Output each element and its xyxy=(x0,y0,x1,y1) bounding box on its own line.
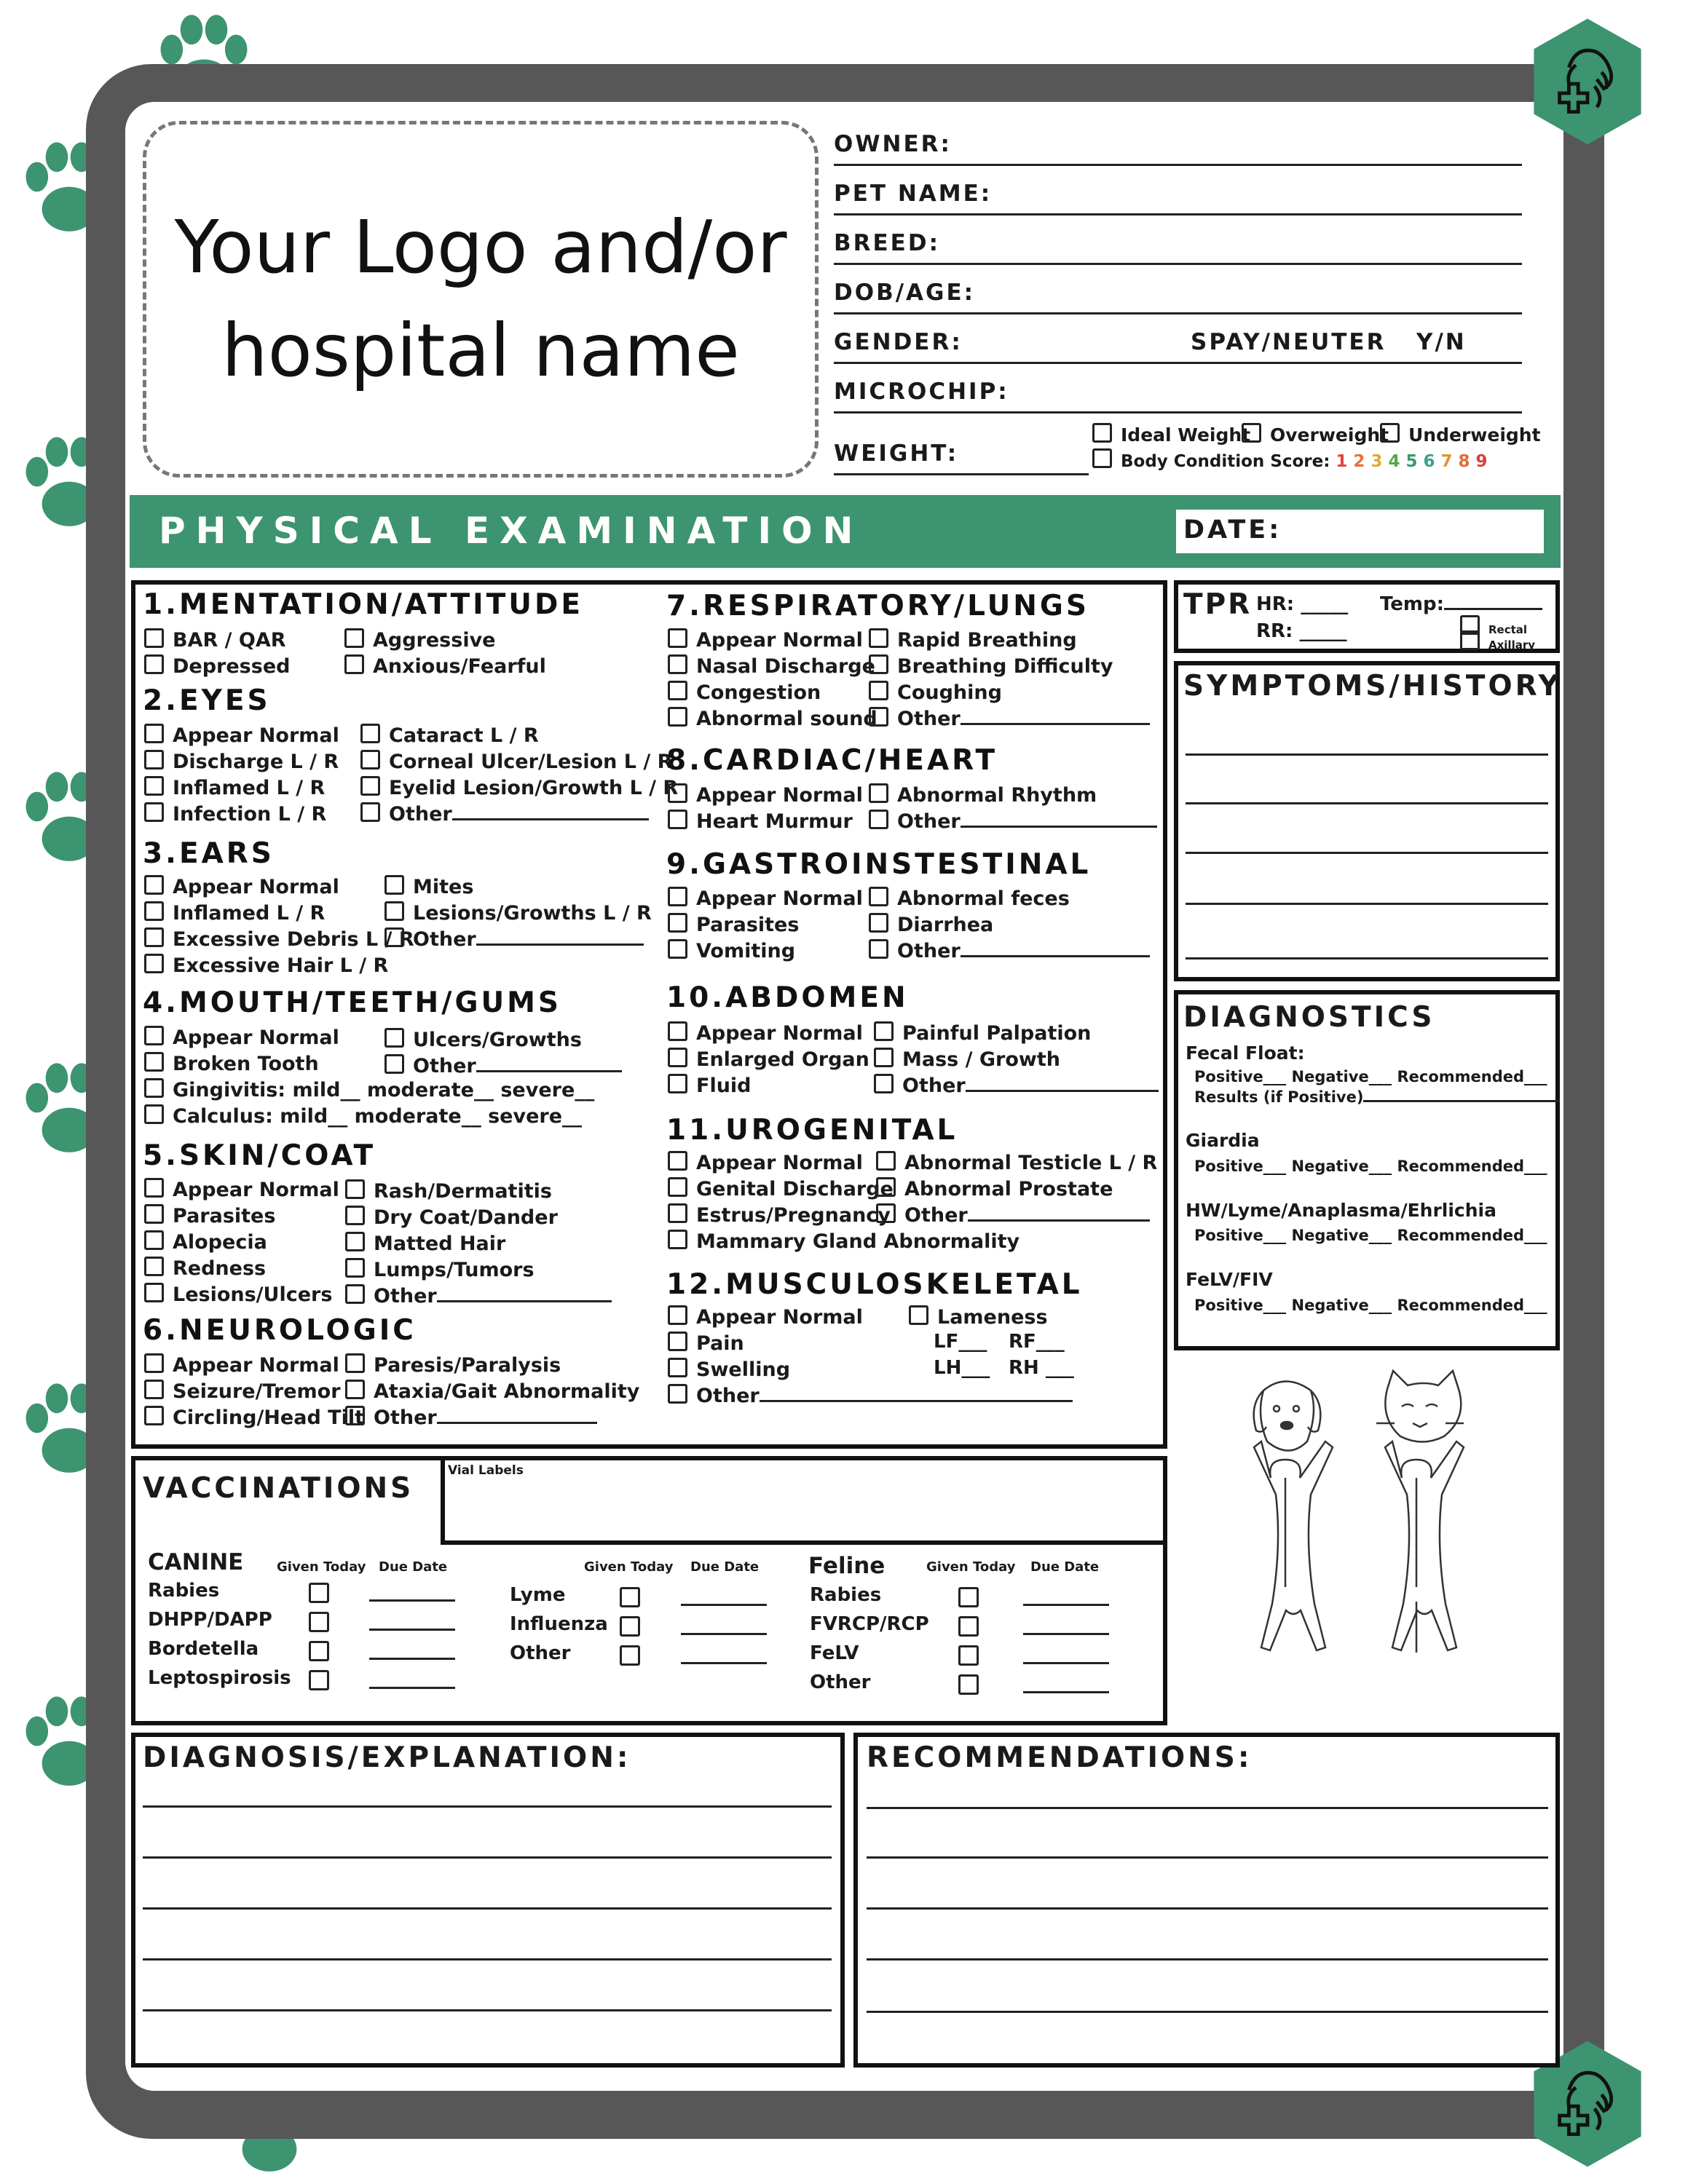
spay-neuter-label: SPAY/NEUTER xyxy=(1191,329,1387,355)
rf-field[interactable]: RF___ xyxy=(1009,1331,1065,1353)
s7-option-label: Appear Normal xyxy=(696,629,863,652)
score-2[interactable]: 2 xyxy=(1353,452,1365,471)
s7-option-label: Breathing Difficulty xyxy=(897,655,1113,678)
s4-option-0[interactable] xyxy=(144,1025,339,1051)
s7-option-3[interactable] xyxy=(668,706,877,732)
dog-head xyxy=(1261,1382,1314,1451)
given-today-checkbox[interactable] xyxy=(309,1583,329,1603)
weight-label: WEIGHT: xyxy=(834,440,959,467)
underweight-label: Underweight xyxy=(1408,424,1541,446)
s2-option-label: Discharge L / R xyxy=(173,751,339,773)
s12-option-label: Appear Normal xyxy=(696,1306,863,1329)
vial-labels-label: Vial Labels xyxy=(448,1463,524,1478)
s2-option-label: Inflamed L / R xyxy=(173,777,326,799)
write-in-line xyxy=(476,943,644,946)
s5-option-label: Lesions/Ulcers xyxy=(173,1283,333,1306)
results-if-positive[interactable] xyxy=(1194,1088,1560,1106)
owner-field[interactable] xyxy=(834,131,1522,166)
s4-option-label: Broken Tooth xyxy=(173,1053,319,1075)
s1-option-1[interactable] xyxy=(144,654,290,680)
fecal-results[interactable]: Positive___ Negative___ Recommended___ xyxy=(1194,1068,1547,1085)
write-in-line xyxy=(961,826,1157,828)
weight-field[interactable] xyxy=(834,440,1089,475)
s7-option-6[interactable] xyxy=(869,680,1002,706)
s5-option-label: Lumps/Tumors xyxy=(374,1259,535,1281)
s2-option-7[interactable] xyxy=(360,802,649,828)
write-in-line xyxy=(966,1090,1159,1092)
date-label: DATE: xyxy=(1183,515,1282,545)
score-6[interactable]: 6 xyxy=(1423,452,1435,471)
canine-vaccine-extra-0: Lyme xyxy=(510,1584,566,1606)
score-1[interactable]: 1 xyxy=(1336,452,1348,471)
s5-option-label: Matted Hair xyxy=(374,1233,506,1255)
s6-option-4[interactable] xyxy=(345,1379,639,1405)
dog-cat-body-diagram xyxy=(1194,1361,1558,1725)
diagnosis-box xyxy=(131,1733,845,2068)
giardia-results[interactable]: Positive___ Negative___ Recommended___ xyxy=(1194,1158,1547,1175)
rh-field[interactable]: RH ___ xyxy=(1009,1357,1074,1379)
s5-option-label: Parasites xyxy=(173,1205,276,1227)
s9-option-label: Diarrhea xyxy=(897,914,994,936)
s11-option-4[interactable] xyxy=(876,1150,1157,1176)
s11-title: 11.UROGENITAL xyxy=(666,1114,958,1147)
underweight-checkbox[interactable] xyxy=(1380,422,1541,448)
giardia-label: Giardia xyxy=(1186,1130,1260,1151)
score-9[interactable]: 9 xyxy=(1475,452,1488,471)
body-condition-checkbox[interactable] xyxy=(1092,448,1488,475)
s5-option-2[interactable] xyxy=(144,1230,267,1256)
cat-head xyxy=(1385,1371,1461,1442)
s4-option-3[interactable] xyxy=(144,1104,582,1130)
s5-option-label: Appear Normal xyxy=(173,1179,339,1201)
given-today-header: Given Today xyxy=(926,1559,1016,1575)
s10-option-3[interactable] xyxy=(874,1021,1091,1047)
hw-label: HW/Lyme/Anaplasma/Ehrlichia xyxy=(1186,1200,1496,1221)
s5-option-label: Rash/Dermatitis xyxy=(374,1180,552,1203)
s8-option-3[interactable] xyxy=(869,809,1157,835)
s11-option-5[interactable] xyxy=(876,1176,1113,1203)
s6-option-label: Appear Normal xyxy=(173,1354,339,1377)
due-date-line[interactable] xyxy=(1023,1633,1109,1635)
s1-title: 1.MENTATION/ATTITUDE xyxy=(143,588,583,621)
s4-option-label: Appear Normal xyxy=(173,1026,339,1049)
due-date-line[interactable] xyxy=(369,1687,455,1689)
s6-option-label: Circling/Head Tilt xyxy=(173,1406,364,1429)
rectal-label: Rectal xyxy=(1488,623,1528,636)
s11-option-label: Abnormal Prostate xyxy=(904,1178,1113,1200)
s5-option-label: Alopecia xyxy=(173,1231,267,1254)
s6-option-label: Other xyxy=(374,1406,437,1429)
s9-option-label: Vomiting xyxy=(696,940,796,962)
s4-option-1[interactable] xyxy=(144,1051,319,1077)
s7-title: 7.RESPIRATORY/LUNGS xyxy=(666,590,1090,622)
s2-title: 2.EYES xyxy=(143,684,271,717)
s1-option-2[interactable] xyxy=(344,628,496,654)
s4-option-label: Gingivitis: mild__ moderate__ severe__ xyxy=(173,1079,595,1101)
s7-option-label: Other xyxy=(897,708,961,730)
given-today-checkbox[interactable] xyxy=(309,1670,329,1690)
breed-field[interactable] xyxy=(834,230,1522,265)
feline-vaccine-3: Other xyxy=(810,1671,871,1693)
s12-option-label: Lameness xyxy=(937,1306,1048,1329)
s10-title: 10.ABDOMEN xyxy=(666,981,909,1014)
s1-option-label: Anxious/Fearful xyxy=(373,655,546,678)
score-3[interactable]: 3 xyxy=(1370,452,1383,471)
s4-option-5[interactable] xyxy=(384,1053,622,1080)
due-date-line[interactable] xyxy=(681,1662,767,1664)
ideal-weight-label: Ideal Weight xyxy=(1121,424,1251,446)
vet-hexagon-icon xyxy=(1529,16,1646,147)
write-in-line xyxy=(760,1400,1073,1402)
s4-option-label: Ulcers/Growths xyxy=(413,1029,582,1051)
s5-option-label: Redness xyxy=(173,1257,267,1280)
given-today-checkbox[interactable] xyxy=(958,1674,979,1695)
given-today-checkbox[interactable] xyxy=(309,1641,329,1661)
write-in-line xyxy=(961,723,1150,725)
s1-option-label: BAR / QAR xyxy=(173,629,286,652)
s11-option-1[interactable] xyxy=(668,1176,894,1203)
s12-option-4[interactable] xyxy=(909,1305,1048,1331)
exam-title: PHYSICAL EXAMINATION xyxy=(159,510,864,552)
s10-option-label: Fluid xyxy=(696,1075,752,1097)
s11-option-label: Estrus/Pregnancy xyxy=(696,1204,891,1227)
symptoms-title: SYMPTOMS/HISTORY xyxy=(1183,670,1562,703)
dob-age-label: DOB/AGE: xyxy=(834,280,976,306)
diagnostics-title: DIAGNOSTICS xyxy=(1183,1001,1435,1034)
s10-option-1[interactable] xyxy=(668,1047,869,1073)
s10-option-label: Mass / Growth xyxy=(902,1048,1060,1071)
yn-label: Y/N xyxy=(1416,329,1467,355)
write-in-line xyxy=(961,955,1150,957)
given-today-checkbox[interactable] xyxy=(620,1587,640,1607)
s6-option-0[interactable] xyxy=(144,1353,339,1379)
due-date-header: Due Date xyxy=(379,1559,448,1575)
s3-option-2[interactable] xyxy=(144,927,414,953)
due-date-line[interactable] xyxy=(369,1629,455,1631)
write-in-line xyxy=(452,818,649,820)
due-date-line[interactable] xyxy=(1023,1604,1109,1606)
microchip-field[interactable] xyxy=(834,379,1522,414)
microchip-label: MICROCHIP: xyxy=(834,379,1009,405)
s4-option-2[interactable] xyxy=(144,1077,594,1104)
fecal-float-label: Fecal Float: xyxy=(1186,1042,1305,1064)
canine-vaccine-3: Leptospirosis xyxy=(148,1667,291,1689)
s2-option-label: Cataract L / R xyxy=(389,724,539,747)
s10-option-label: Enlarged Organ xyxy=(696,1048,869,1071)
s3-option-3[interactable] xyxy=(144,953,388,979)
given-today-checkbox[interactable] xyxy=(620,1616,640,1637)
lh-field[interactable]: LH___ xyxy=(934,1357,990,1379)
s1-option-3[interactable] xyxy=(344,654,546,680)
s2-option-2[interactable] xyxy=(144,775,325,802)
s12-option-label: Swelling xyxy=(696,1358,791,1381)
s9-option-label: Appear Normal xyxy=(696,887,863,910)
s2-option-label: Other xyxy=(389,803,452,826)
canine-title: CANINE xyxy=(148,1549,244,1575)
s7-option-7[interactable] xyxy=(869,706,1150,732)
s5-option-5[interactable] xyxy=(345,1179,552,1205)
hr-field[interactable]: HR: _____ xyxy=(1256,593,1349,615)
s11-option-label: Genital Discharge xyxy=(696,1178,894,1200)
s9-option-4[interactable] xyxy=(869,912,993,938)
feline-vaccine-1: FVRCP/RCP xyxy=(810,1613,929,1635)
score-5[interactable]: 5 xyxy=(1405,452,1418,471)
s9-option-label: Parasites xyxy=(696,914,800,936)
s12-option-3[interactable] xyxy=(668,1383,1073,1409)
s1-option-0[interactable] xyxy=(144,628,286,654)
due-date-line[interactable] xyxy=(1023,1691,1109,1693)
due-date-line[interactable] xyxy=(681,1604,767,1606)
s11-option-label: Appear Normal xyxy=(696,1152,863,1174)
symptoms-box xyxy=(1174,661,1560,981)
s3-option-label: Other xyxy=(413,928,476,951)
s3-option-label: Excessive Debris L / R xyxy=(173,928,414,951)
s7-option-label: Nasal Discharge xyxy=(696,655,875,678)
s5-option-1[interactable] xyxy=(144,1203,275,1230)
s10-option-label: Appear Normal xyxy=(696,1022,863,1045)
rr-field[interactable]: RR: _____ xyxy=(1256,620,1347,642)
axillary-checkbox[interactable] xyxy=(1460,630,1535,652)
gender-field[interactable] xyxy=(834,329,1522,364)
s3-option-5[interactable] xyxy=(384,901,652,927)
s6-option-3[interactable] xyxy=(345,1353,561,1379)
canine-vaccine-extra-1: Influenza xyxy=(510,1613,608,1635)
lf-field[interactable]: LF___ xyxy=(934,1331,987,1353)
s9-option-1[interactable] xyxy=(668,912,799,938)
write-in-line xyxy=(968,1219,1150,1222)
s7-option-label: Coughing xyxy=(897,681,1002,704)
pet-name-field[interactable] xyxy=(834,181,1522,215)
due-date-header: Due Date xyxy=(1030,1559,1100,1575)
body-condition-label: Body Condition Score: xyxy=(1121,452,1330,471)
s2-option-0[interactable] xyxy=(144,723,339,749)
tpr-title: TPR xyxy=(1183,588,1253,621)
s2-option-3[interactable] xyxy=(144,802,326,828)
s7-option-4[interactable] xyxy=(869,628,1077,654)
s4-option-4[interactable] xyxy=(384,1027,582,1053)
due-date-line[interactable] xyxy=(369,1658,455,1660)
given-today-header: Given Today xyxy=(277,1559,366,1575)
s5-option-9[interactable] xyxy=(345,1283,612,1310)
s9-option-0[interactable] xyxy=(668,886,863,912)
logo-line-1: Your Logo and/or xyxy=(174,205,787,290)
s3-option-label: Excessive Hair L / R xyxy=(173,954,389,977)
s11-option-label: Other xyxy=(904,1204,968,1227)
s3-option-6[interactable] xyxy=(384,927,644,953)
write-in-line xyxy=(476,1070,622,1072)
s6-option-label: Ataxia/Gait Abnormality xyxy=(374,1380,640,1403)
given-today-header: Given Today xyxy=(584,1559,674,1575)
pet-name-label: PET NAME: xyxy=(834,181,993,207)
s12-option-label: Pain xyxy=(696,1332,744,1355)
s7-option-5[interactable] xyxy=(869,654,1113,680)
s12-option-1[interactable] xyxy=(668,1331,744,1357)
s5-option-label: Dry Coat/Dander xyxy=(374,1206,558,1229)
s5-option-label: Other xyxy=(374,1285,437,1307)
owner-label: OWNER: xyxy=(834,131,952,157)
s7-option-label: Abnormal sound xyxy=(696,708,877,730)
s3-title: 3.EARS xyxy=(143,837,275,870)
s12-option-2[interactable] xyxy=(668,1357,790,1383)
s9-title: 9.GASTROINSTESTINAL xyxy=(666,848,1092,881)
s2-option-label: Eyelid Lesion/Growth L / R xyxy=(389,777,679,799)
due-date-line[interactable] xyxy=(369,1599,455,1602)
s2-option-5[interactable] xyxy=(360,749,672,775)
canine-vaccine-1: DHPP/DAPP xyxy=(148,1609,272,1631)
s9-option-2[interactable] xyxy=(668,938,795,965)
s3-option-label: Mites xyxy=(413,876,474,898)
overweight-checkbox[interactable] xyxy=(1242,422,1389,448)
s5-option-8[interactable] xyxy=(345,1257,535,1283)
s3-option-label: Lesions/Growths L / R xyxy=(413,902,652,925)
s1-option-label: Aggressive xyxy=(373,629,496,652)
s2-option-label: Appear Normal xyxy=(173,724,339,747)
hw-results[interactable]: Positive___ Negative___ Recommended___ xyxy=(1194,1227,1547,1244)
s10-option-2[interactable] xyxy=(668,1073,752,1099)
axillary-label: Axillary xyxy=(1488,638,1536,652)
due-date-header: Due Date xyxy=(690,1559,760,1575)
recommendations-title: RECOMMENDATIONS: xyxy=(867,1741,1253,1774)
s3-option-4[interactable] xyxy=(384,874,473,901)
breed-label: BREED: xyxy=(834,230,940,256)
s2-option-6[interactable] xyxy=(360,775,678,802)
s10-option-4[interactable] xyxy=(874,1047,1060,1073)
write-in-line xyxy=(437,1300,612,1302)
given-today-checkbox[interactable] xyxy=(309,1612,329,1632)
logo-placeholder xyxy=(143,121,819,478)
s2-option-label: Corneal Ulcer/Lesion L / R xyxy=(389,751,673,773)
s8-option-0[interactable] xyxy=(668,783,863,809)
s8-option-label: Abnormal Rhythm xyxy=(897,784,1097,807)
vial-labels-box[interactable] xyxy=(441,1456,1167,1545)
score-8[interactable]: 8 xyxy=(1458,452,1470,471)
s8-title: 8.CARDIAC/HEART xyxy=(666,744,998,777)
s6-option-5[interactable] xyxy=(345,1405,597,1431)
dog-body xyxy=(1254,1441,1333,1650)
overweight-label: Overweight xyxy=(1270,424,1389,446)
s6-option-label: Seizure/Tremor xyxy=(173,1380,341,1403)
s4-option-label: Calculus: mild__ moderate__ severe__ xyxy=(173,1105,583,1128)
results-if-label: Results (if Positive) xyxy=(1194,1088,1364,1106)
s3-option-label: Inflamed L / R xyxy=(173,902,326,925)
s10-option-5[interactable] xyxy=(874,1073,1159,1099)
s6-option-label: Paresis/Paralysis xyxy=(374,1354,561,1377)
s5-option-6[interactable] xyxy=(345,1205,558,1231)
felv-label: FeLV/FIV xyxy=(1186,1269,1273,1290)
s5-option-4[interactable] xyxy=(144,1282,332,1308)
s7-option-2[interactable] xyxy=(668,680,821,706)
s8-option-label: Other xyxy=(897,810,961,833)
s8-option-label: Appear Normal xyxy=(696,784,863,807)
s12-option-label: Other xyxy=(696,1385,760,1407)
s11-option-label: Abnormal Testicle L / R xyxy=(904,1152,1158,1174)
s6-option-1[interactable] xyxy=(144,1379,341,1405)
given-today-checkbox[interactable] xyxy=(958,1645,979,1666)
s7-option-0[interactable] xyxy=(668,628,863,654)
date-field[interactable] xyxy=(1176,510,1544,553)
s9-option-3[interactable] xyxy=(869,886,1070,912)
given-today-checkbox[interactable] xyxy=(958,1587,979,1607)
s6-option-2[interactable] xyxy=(144,1405,364,1431)
s9-option-label: Abnormal feces xyxy=(897,887,1070,910)
cat-body xyxy=(1385,1441,1464,1650)
diagnosis-title: DIAGNOSIS/EXPLANATION: xyxy=(143,1741,631,1774)
vaccinations-title: VACCINATIONS xyxy=(143,1472,414,1505)
felv-results[interactable]: Positive___ Negative___ Recommended___ xyxy=(1194,1297,1547,1314)
s10-option-label: Other xyxy=(902,1075,966,1097)
s1-option-label: Depressed xyxy=(173,655,291,678)
given-today-checkbox[interactable] xyxy=(620,1645,640,1666)
s8-option-1[interactable] xyxy=(668,809,853,835)
s11-option-2[interactable] xyxy=(668,1203,891,1229)
temp-field[interactable] xyxy=(1380,593,1542,615)
due-date-line[interactable] xyxy=(1023,1662,1109,1664)
s2-option-label: Infection L / R xyxy=(173,803,327,826)
s9-option-label: Other xyxy=(897,940,961,962)
s4-title: 4.MOUTH/TEETH/GUMS xyxy=(143,986,562,1019)
s2-option-4[interactable] xyxy=(360,723,539,749)
s3-option-1[interactable] xyxy=(144,901,325,927)
s11-option-6[interactable] xyxy=(876,1203,1150,1229)
s5-option-3[interactable] xyxy=(144,1256,266,1282)
feline-vaccine-2: FeLV xyxy=(810,1642,859,1664)
s5-option-0[interactable] xyxy=(144,1177,339,1203)
s7-option-label: Congestion xyxy=(696,681,821,704)
s2-option-1[interactable] xyxy=(144,749,339,775)
s3-option-0[interactable] xyxy=(144,874,339,901)
s12-option-0[interactable] xyxy=(668,1305,863,1331)
s10-option-label: Painful Palpation xyxy=(902,1022,1092,1045)
score-7[interactable]: 7 xyxy=(1440,452,1453,471)
canine-vaccine-extra-2: Other xyxy=(510,1642,571,1664)
canine-vaccine-0: Rabies xyxy=(148,1580,220,1602)
gender-label: GENDER: xyxy=(834,329,963,355)
recommendations-box xyxy=(853,1733,1560,2068)
given-today-checkbox[interactable] xyxy=(958,1616,979,1637)
due-date-line[interactable] xyxy=(681,1633,767,1635)
s5-title: 5.SKIN/COAT xyxy=(143,1139,376,1172)
temp-label: Temp: xyxy=(1380,593,1445,615)
s4-option-label: Other xyxy=(413,1055,476,1077)
s11-option-0[interactable] xyxy=(668,1150,863,1176)
s8-option-2[interactable] xyxy=(869,783,1097,809)
canine-vaccine-2: Bordetella xyxy=(148,1638,259,1660)
ideal-weight-checkbox[interactable] xyxy=(1092,422,1250,448)
dob-age-field[interactable] xyxy=(834,280,1522,314)
s11-option-3[interactable] xyxy=(668,1229,1019,1255)
logo-line-2: hospital name xyxy=(221,308,740,393)
s7-option-1[interactable] xyxy=(668,654,875,680)
s12-title: 12.MUSCULOSKELETAL xyxy=(666,1268,1083,1301)
s8-option-label: Heart Murmur xyxy=(696,810,853,833)
s9-option-5[interactable] xyxy=(869,938,1150,965)
s5-option-7[interactable] xyxy=(345,1231,505,1257)
s3-option-label: Appear Normal xyxy=(173,876,339,898)
s6-title: 6.NEUROLOGIC xyxy=(143,1314,417,1347)
feline-vaccine-0: Rabies xyxy=(810,1584,882,1606)
body-condition-scores xyxy=(1330,452,1487,471)
s10-option-0[interactable] xyxy=(668,1021,863,1047)
write-in-line xyxy=(437,1422,597,1424)
feline-title: Feline xyxy=(808,1553,886,1579)
s11-option-label: Mammary Gland Abnormality xyxy=(696,1230,1020,1253)
s7-option-label: Rapid Breathing xyxy=(897,629,1077,652)
score-4[interactable]: 4 xyxy=(1388,452,1400,471)
